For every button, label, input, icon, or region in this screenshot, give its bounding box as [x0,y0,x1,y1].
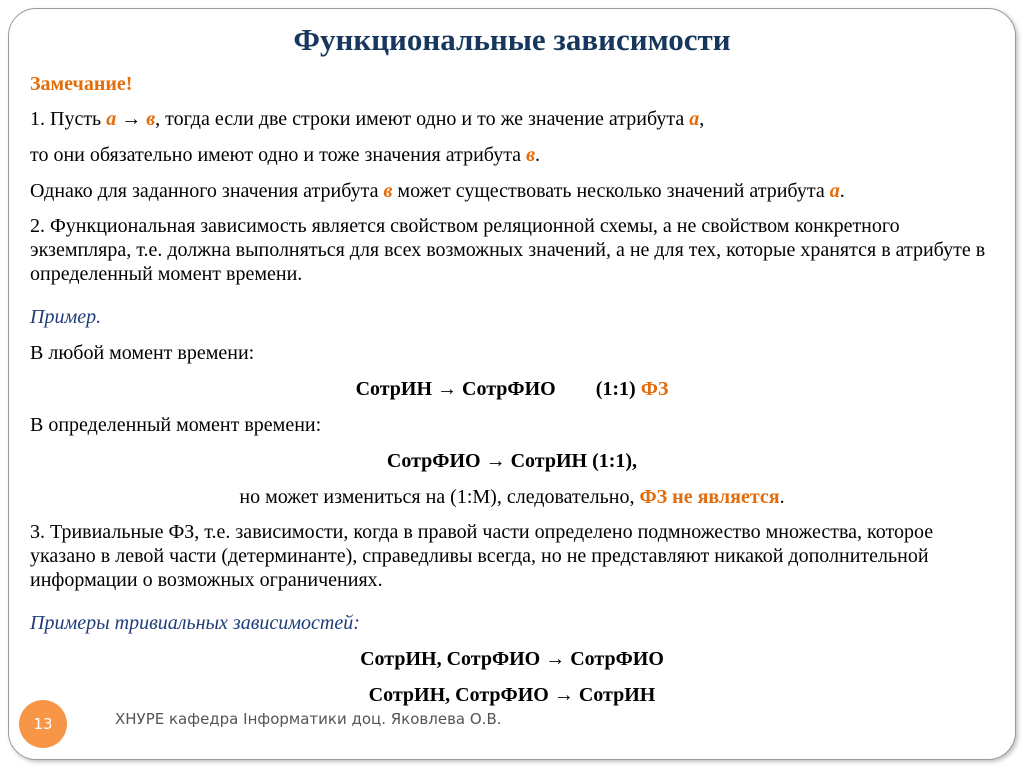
trivial-dependency-2: СотрИН, СотрФИО → СотрИН [368,684,656,706]
paragraph-3: Однако для заданного значения атрибута в может существовать несколько значений атрибута а. [30,180,845,202]
note-heading: Замечание! [30,73,133,95]
dependency-1: СотрИН → СотрФИО (1:1) ФЗ [355,378,669,400]
slide-number-badge: 13 [19,700,67,748]
paragraph-1: 1. Пусть а → в, тогда если две строки имеют одно и то же значение атрибута а, [30,108,705,130]
slide-title: Функциональные зависимости [293,22,731,57]
trivial-examples-label: Примеры тривиальных зависимостей: [30,612,360,634]
certain-time-line: В определенный момент времени: [30,414,322,436]
may-change-line: но может измениться на (1:М), следовательно, ФЗ не является. [239,486,785,508]
footer-text: ХНУРЕ кафедра Інформатики доц. Яковлева О.В. [115,710,502,728]
trivial-dependency-1: СотрИН, СотрФИО → СотрФИО [360,648,664,670]
paragraph-4: 2. Функциональная зависимость является свойством реляционной схемы, а не свойством конкретного экземпляра, т.е. должна выполняться для всех возможных значений, а не для тех, которые хранятся в атрибуте в определенный момент времени. [30,215,986,285]
paragraph-5: 3. Тривиальные ФЗ, т.е. зависимости, когда в правой части определено подмножество множества, которое указано в левой части (детерминанте), справедливы всегда, но не представляют никакой дополнительной информации о возможных ограничениях. [30,521,934,591]
example-label: Пример. [30,306,102,328]
any-time-line: В любой момент времени: [30,342,255,364]
paragraph-2: то они обязательно имеют одно и тоже значения атрибута в. [30,144,540,166]
dependency-2: СотрФИО → СотрИН (1:1), [386,450,638,472]
